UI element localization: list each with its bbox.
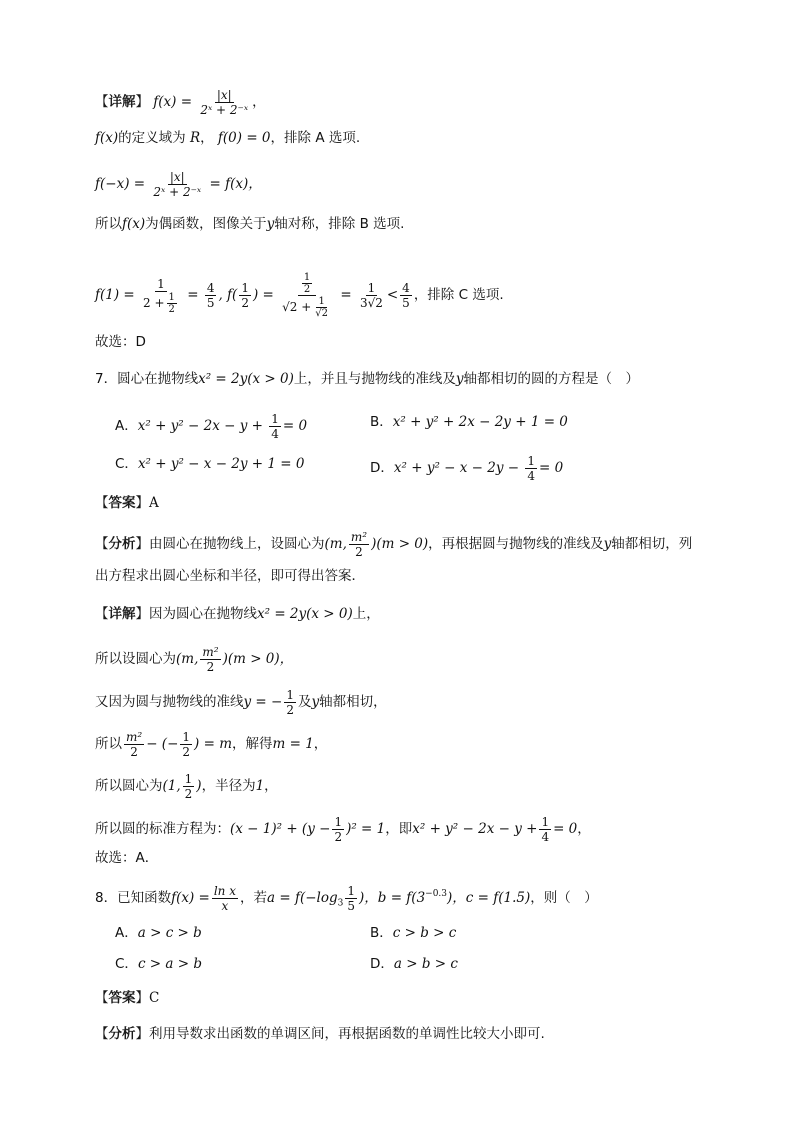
exclude-C-text: ，排除 C 选项. <box>413 287 504 303</box>
q7-option-C[interactable]: C．x² + y² − x − 2y + 1 = 0 <box>115 456 305 472</box>
f1-compare-line <box>95 272 754 319</box>
q7-stem-eq: x² = 2y(x > 0) <box>198 371 294 387</box>
q7-choose-line: 故选：A． <box>95 850 159 866</box>
half-arg: $\frac{1}{2}$ <box>241 281 249 310</box>
domain-R: R <box>189 130 201 146</box>
f1-fraction: 1 2 + $\frac{1}{2}$ <box>143 276 175 315</box>
q7-answer-line <box>95 493 754 513</box>
fhalf-fraction: $\frac{1}{2}$ √2 + $\frac{1}{√2}$ <box>282 272 329 319</box>
detail-tag: 【详解】 <box>95 94 149 110</box>
f-def-fraction: $\frac{|x|}{\text{2ˣ + 2⁻ˣ}}$ <box>200 88 249 117</box>
choose-D: 故选：D <box>95 334 146 350</box>
q7-set-center-line: 所以设圆心为(m, $\frac{\text{m²}}{2}$ )(m > 0)， <box>95 645 294 674</box>
q8-answer: C <box>149 990 160 1006</box>
choose-D-line <box>95 332 754 352</box>
q8-stem: 8．已知函数f(x) = $\frac{\text{ln x}}{x}$ ，若$a = f(-\log_3$ $\frac{1}{5}$ )，$b = f(3^{-0.3})$，c = f(1.5)，则（ ） <box>95 884 598 913</box>
q8-option-D[interactable]: D．a > b > c <box>370 956 458 972</box>
answer-tag: 【答案】 <box>95 495 149 511</box>
f0-value: f(0) = 0 <box>217 130 271 146</box>
exclude-A-text: ，排除 A 选项. <box>270 130 361 146</box>
domain-text: 的定义域为 <box>118 130 186 146</box>
q7-directrix-line: 又因为圆与抛物线的准线y = − $\frac{1}{2}$ 及y轴都相切， <box>95 688 387 717</box>
less-than: < <box>386 287 399 303</box>
q8-option-B[interactable]: B．c > b > c <box>370 925 457 941</box>
fneg-line <box>95 170 754 199</box>
q7-detail-line-1: 【详解】因为圆心在抛物线x² = 2y(x > 0)上， <box>95 606 380 622</box>
even-text-3: 轴对称，排除 B 选项. <box>274 216 405 232</box>
detail-tag-q7: 【详解】 <box>95 606 149 622</box>
f1-lhs: f(1) = <box>95 287 135 303</box>
q8-option-C[interactable]: C．c > a > b <box>115 956 202 972</box>
detail-line-1: 【详解】 f(x) = $\frac{|x|}{\text{2ˣ + 2⁻ˣ}}$ ， <box>95 88 266 117</box>
q7-analysis-line-2: 出方程求出圆心坐标和半径，即可得出答案． <box>95 568 365 584</box>
q8-answer-line <box>95 988 754 1008</box>
q7-stem-1: 7．圆心在抛物线 <box>95 371 199 387</box>
q7-stem-2: 上，并且与抛物线的准线及 <box>293 371 456 387</box>
even-line <box>95 214 754 234</box>
q7-stem-3: 轴都相切的圆的方程是（ ） <box>463 371 639 387</box>
fhalf-text: , f( <box>218 287 238 303</box>
q7-stem <box>95 369 754 389</box>
fneg-fraction: $\frac{|x|}{\text{2ˣ + 2⁻ˣ}}$ <box>153 170 202 199</box>
analysis-tag-q8: 【分析】 <box>95 1026 149 1042</box>
answer-tag-q8: 【答案】 <box>95 990 149 1006</box>
f-def-lhs: f(x) = <box>153 94 193 110</box>
even-fx: f(x) <box>122 216 146 232</box>
q7-option-A[interactable]: A．x² + y² − 2x − y + $\frac{1}{4}$ = 0 <box>115 412 308 441</box>
q7-standard-eq-line: 所以圆的标准方程为：(x − 1)² + (y − $\frac{1}{2}$ )² = 1，即x² + y² − 2x − y + $\frac{1}{4}$ = 0， <box>95 815 591 844</box>
q7-center-line: 所以圆心为(1, $\frac{1}{2}$ )，半径为1， <box>95 772 278 801</box>
analysis-tag: 【分析】 <box>95 536 149 552</box>
even-text-1: 所以 <box>95 216 122 232</box>
q8-option-A[interactable]: A．a > c > b <box>115 925 202 941</box>
q7-stem-y: y <box>455 371 464 387</box>
even-y: y <box>266 216 275 232</box>
fneg-lhs: f(−x) = <box>95 176 146 192</box>
four-fifths-2: $\frac{4}{5}$ <box>402 281 410 310</box>
even-text-2: 为偶函数，图像关于 <box>145 216 267 232</box>
q7-solve-line: 所以 $\frac{\text{m²}}{2}$ − (− $\frac{1}{2}$ ) = m，解得m = 1， <box>95 730 328 759</box>
q7-option-B[interactable]: B．x² + y² + 2x − 2y + 1 = 0 <box>370 414 568 430</box>
four-fifths: $\frac{4}{5}$ <box>206 281 215 310</box>
equals-2: = <box>340 287 352 303</box>
third-fraction: $\frac{1}{3√2}$ <box>359 281 383 310</box>
q7-answer: A <box>149 495 159 511</box>
fhalf-close: ) = <box>252 287 274 303</box>
fneg-rhs: = f(x)， <box>209 176 262 192</box>
q7-analysis-line-1: 【分析】由圆心在抛物线上，设圆心为(m, $\frac{\text{m²}}{2}$ )(m > 0)，再根据圆与抛物线的准线及y轴都相切，列 <box>95 530 693 559</box>
q7-option-D[interactable]: D．x² + y² − x − 2y − $\frac{1}{4}$ = 0 <box>370 454 564 483</box>
fx-symbol: f(x) <box>95 130 119 146</box>
equals-1: = <box>187 287 199 303</box>
q8-analysis-line: 【分析】利用导数求出函数的单调区间，再根据函数的单调性比较大小即可. <box>95 1026 545 1042</box>
domain-line: f(x)的定义域为 R， f(0) = 0，排除 A 选项. <box>95 130 361 146</box>
